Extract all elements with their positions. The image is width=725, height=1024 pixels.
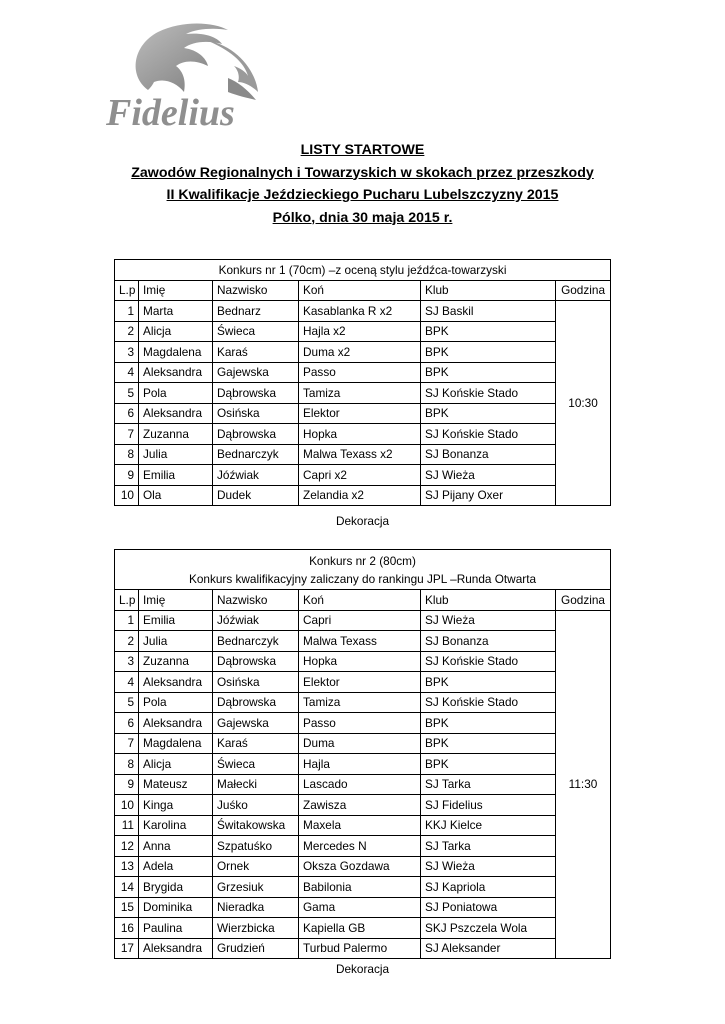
cell-horse: Zawisza xyxy=(299,795,421,816)
fidelius-logo xyxy=(88,20,288,138)
col-lp: L.p xyxy=(115,590,139,611)
cell-last-name: Dąbrowska xyxy=(213,383,299,404)
cell-club: SKJ Pszczela Wola xyxy=(421,918,556,939)
cell-first-name: Adela xyxy=(139,856,213,877)
cell-horse: Tamiza xyxy=(299,692,421,713)
table-row xyxy=(115,856,611,877)
cell-first-name: Emilia xyxy=(139,465,213,486)
cell-first-name: Julia xyxy=(139,444,213,465)
cell-last-name: Bednarczyk xyxy=(213,444,299,465)
cell-horse: Hopka xyxy=(299,424,421,445)
table-row xyxy=(115,342,611,363)
cell-club: SJ Końskie Stado xyxy=(421,383,556,404)
col-club: Klub xyxy=(421,590,556,611)
cell-horse: Hajla x2 xyxy=(299,321,421,342)
table-row xyxy=(115,754,611,775)
cell-lp: 1 xyxy=(115,610,139,631)
cell-first-name: Pola xyxy=(139,692,213,713)
start-list-table-2 xyxy=(114,549,611,959)
cell-last-name: Wierzbicka xyxy=(213,918,299,939)
cell-last-name: Grzesiuk xyxy=(213,877,299,898)
cell-lp: 17 xyxy=(115,938,139,959)
table-row xyxy=(115,938,611,959)
cell-lp: 2 xyxy=(115,631,139,652)
document-header xyxy=(0,139,725,229)
cell-first-name: Paulina xyxy=(139,918,213,939)
cell-first-name: Magdalena xyxy=(139,342,213,363)
cell-lp: 7 xyxy=(115,424,139,445)
cell-last-name: Gajewska xyxy=(213,713,299,734)
cell-horse: Maxela xyxy=(299,815,421,836)
table-header-row xyxy=(115,590,611,611)
cell-horse: Passo xyxy=(299,713,421,734)
cell-last-name: Świeca xyxy=(213,321,299,342)
cell-lp: 4 xyxy=(115,672,139,693)
table-row xyxy=(115,692,611,713)
table-row xyxy=(115,301,611,322)
cell-lp: 16 xyxy=(115,918,139,939)
cell-last-name: Grudzień xyxy=(213,938,299,959)
table-row xyxy=(115,713,611,734)
cell-last-name: Bednarczyk xyxy=(213,631,299,652)
cell-club: SJ Fidelius xyxy=(421,795,556,816)
cell-first-name: Emilia xyxy=(139,610,213,631)
cell-first-name: Aleksandra xyxy=(139,938,213,959)
cell-last-name: Juśko xyxy=(213,795,299,816)
cell-lp: 11 xyxy=(115,815,139,836)
cell-horse: Malwa Texass xyxy=(299,631,421,652)
cell-club: SJ Bonanza xyxy=(421,444,556,465)
cell-lp: 2 xyxy=(115,321,139,342)
cell-horse: Hajla xyxy=(299,754,421,775)
event-title: Zawodów Regionalnych i Towarzyskich w skokach przez przeszkody xyxy=(131,164,594,181)
cell-club: SJ Poniatowa xyxy=(421,897,556,918)
cell-club: BPK xyxy=(421,733,556,754)
cell-lp: 1 xyxy=(115,301,139,322)
cell-lp: 12 xyxy=(115,836,139,857)
cell-last-name: Dudek xyxy=(213,485,299,506)
table-row xyxy=(115,485,611,506)
cell-horse: Elektor xyxy=(299,403,421,424)
cell-first-name: Dominika xyxy=(139,897,213,918)
cell-horse: Zelandia x2 xyxy=(299,485,421,506)
table-row xyxy=(115,465,611,486)
table-row xyxy=(115,321,611,342)
start-time: 11:30 xyxy=(556,610,611,959)
cell-club: BPK xyxy=(421,342,556,363)
col-lp: L.p xyxy=(115,280,139,301)
cell-last-name: Osińska xyxy=(213,403,299,424)
cell-lp: 9 xyxy=(115,465,139,486)
cell-club: BPK xyxy=(421,754,556,775)
col-club: Klub xyxy=(421,280,556,301)
cell-last-name: Świeca xyxy=(213,754,299,775)
table-row xyxy=(115,918,611,939)
cell-horse: Mercedes N xyxy=(299,836,421,857)
cell-horse: Capri x2 xyxy=(299,465,421,486)
start-list-table-1 xyxy=(114,259,611,506)
cell-first-name: Marta xyxy=(139,301,213,322)
cell-lp: 8 xyxy=(115,754,139,775)
cell-horse: Elektor xyxy=(299,672,421,693)
competition-2-name: Konkurs nr 2 (80cm) xyxy=(309,553,416,568)
cell-horse: Babilonia xyxy=(299,877,421,898)
table-row xyxy=(115,836,611,857)
cell-first-name: Julia xyxy=(139,631,213,652)
cell-lp: 6 xyxy=(115,403,139,424)
cell-last-name: Karaś xyxy=(213,342,299,363)
cell-club: SJ Baskil xyxy=(421,301,556,322)
cell-club: SJ Pijany Oxer xyxy=(421,485,556,506)
cell-first-name: Magdalena xyxy=(139,733,213,754)
col-time: Godzina xyxy=(556,280,611,301)
cell-horse: Passo xyxy=(299,362,421,383)
cell-last-name: Szpatuśko xyxy=(213,836,299,857)
decoration-note-2: Dekoracja xyxy=(335,962,390,976)
cell-horse: Duma xyxy=(299,733,421,754)
col-last-name: Nazwisko xyxy=(213,280,299,301)
table-row xyxy=(115,631,611,652)
cell-horse: Tamiza xyxy=(299,383,421,404)
cell-club: SJ Końskie Stado xyxy=(421,651,556,672)
cell-lp: 15 xyxy=(115,897,139,918)
cell-first-name: Pola xyxy=(139,383,213,404)
table-row xyxy=(115,651,611,672)
cell-lp: 6 xyxy=(115,713,139,734)
cell-first-name: Ola xyxy=(139,485,213,506)
cell-club: SJ Tarka xyxy=(421,836,556,857)
cell-last-name: Nieradka xyxy=(213,897,299,918)
cell-lp: 5 xyxy=(115,383,139,404)
cell-club: BPK xyxy=(421,672,556,693)
cell-horse: Hopka xyxy=(299,651,421,672)
cell-lp: 8 xyxy=(115,444,139,465)
cell-first-name: Aleksandra xyxy=(139,362,213,383)
cell-club: SJ Kapriola xyxy=(421,877,556,898)
horse-head-logo-icon xyxy=(136,24,258,101)
cell-club: BPK xyxy=(421,713,556,734)
table-row xyxy=(115,672,611,693)
cell-first-name: Zuzanna xyxy=(139,424,213,445)
col-first-name: Imię xyxy=(139,280,213,301)
cell-lp: 3 xyxy=(115,342,139,363)
cell-lp: 5 xyxy=(115,692,139,713)
col-time: Godzina xyxy=(556,590,611,611)
cell-first-name: Kinga xyxy=(139,795,213,816)
table-row xyxy=(115,795,611,816)
cell-lp: 9 xyxy=(115,774,139,795)
cell-first-name: Alicja xyxy=(139,754,213,775)
col-last-name: Nazwisko xyxy=(213,590,299,611)
cell-club: SJ Aleksander xyxy=(421,938,556,959)
cell-horse: Oksza Gozdawa xyxy=(299,856,421,877)
cell-last-name: Małecki xyxy=(213,774,299,795)
cell-horse: Malwa Texass x2 xyxy=(299,444,421,465)
col-horse: Koń xyxy=(299,590,421,611)
cell-first-name: Zuzanna xyxy=(139,651,213,672)
cell-club: SJ Końskie Stado xyxy=(421,424,556,445)
cell-horse: Lascado xyxy=(299,774,421,795)
table-row xyxy=(115,362,611,383)
cell-last-name: Świtakowska xyxy=(213,815,299,836)
table-row xyxy=(115,383,611,404)
cell-club: BPK xyxy=(421,362,556,383)
cell-lp: 3 xyxy=(115,651,139,672)
cell-horse: Kasablanka R x2 xyxy=(299,301,421,322)
cell-first-name: Anna xyxy=(139,836,213,857)
decoration-note-1: Dekoracja xyxy=(335,514,390,528)
table-row xyxy=(115,424,611,445)
cell-last-name: Jóźwiak xyxy=(213,610,299,631)
table-row xyxy=(115,403,611,424)
table-row xyxy=(115,877,611,898)
cell-club: BPK xyxy=(421,321,556,342)
cell-horse: Kapiella GB xyxy=(299,918,421,939)
competition-1-title: Konkurs nr 1 (70cm) –z oceną stylu jeźdźca-towarzyski xyxy=(115,260,611,281)
cell-club: SJ Wieża xyxy=(421,465,556,486)
cell-club: SJ Końskie Stado xyxy=(421,692,556,713)
event-date: Pólko, dnia 30 maja 2015 r. xyxy=(272,209,453,226)
cell-last-name: Bednarz xyxy=(213,301,299,322)
cell-lp: 10 xyxy=(115,795,139,816)
cell-first-name: Brygida xyxy=(139,877,213,898)
table-row xyxy=(115,774,611,795)
cell-first-name: Aleksandra xyxy=(139,403,213,424)
cell-club: KKJ Kielce xyxy=(421,815,556,836)
cell-lp: 4 xyxy=(115,362,139,383)
cell-first-name: Mateusz xyxy=(139,774,213,795)
cell-last-name: Dąbrowska xyxy=(213,692,299,713)
table-row xyxy=(115,610,611,631)
cell-first-name: Karolina xyxy=(139,815,213,836)
cell-horse: Turbud Palermo xyxy=(299,938,421,959)
cell-last-name: Jóźwiak xyxy=(213,465,299,486)
col-first-name: Imię xyxy=(139,590,213,611)
cell-horse: Gama xyxy=(299,897,421,918)
table-row xyxy=(115,444,611,465)
table-header-row xyxy=(115,280,611,301)
cell-last-name: Dąbrowska xyxy=(213,651,299,672)
cell-club: SJ Wieża xyxy=(421,856,556,877)
table-row xyxy=(115,815,611,836)
logo-text: Fidelius xyxy=(106,92,235,134)
cell-last-name: Karaś xyxy=(213,733,299,754)
cell-last-name: Ornek xyxy=(213,856,299,877)
cell-lp: 10 xyxy=(115,485,139,506)
table-row xyxy=(115,897,611,918)
competition-2-title xyxy=(115,550,611,590)
cell-lp: 13 xyxy=(115,856,139,877)
start-time: 10:30 xyxy=(556,301,611,506)
cell-club: SJ Tarka xyxy=(421,774,556,795)
cell-horse: Duma x2 xyxy=(299,342,421,363)
table-row xyxy=(115,733,611,754)
cell-first-name: Aleksandra xyxy=(139,672,213,693)
cell-club: SJ Wieża xyxy=(421,610,556,631)
col-horse: Koń xyxy=(299,280,421,301)
cell-club: SJ Bonanza xyxy=(421,631,556,652)
cell-first-name: Alicja xyxy=(139,321,213,342)
cell-lp: 7 xyxy=(115,733,139,754)
cell-last-name: Osińska xyxy=(213,672,299,693)
cell-last-name: Dąbrowska xyxy=(213,424,299,445)
cell-last-name: Gajewska xyxy=(213,362,299,383)
competition-2-description: Konkurs kwalifikacyjny zaliczany do rankingu JPL –Runda Otwarta xyxy=(188,571,537,586)
cell-lp: 14 xyxy=(115,877,139,898)
page-title: LISTY STARTOWE xyxy=(300,142,425,158)
cell-horse: Capri xyxy=(299,610,421,631)
cell-club: BPK xyxy=(421,403,556,424)
cell-first-name: Aleksandra xyxy=(139,713,213,734)
event-subtitle: II Kwalifikacje Jeździeckiego Pucharu Lubelszczyzny 2015 xyxy=(166,187,559,203)
